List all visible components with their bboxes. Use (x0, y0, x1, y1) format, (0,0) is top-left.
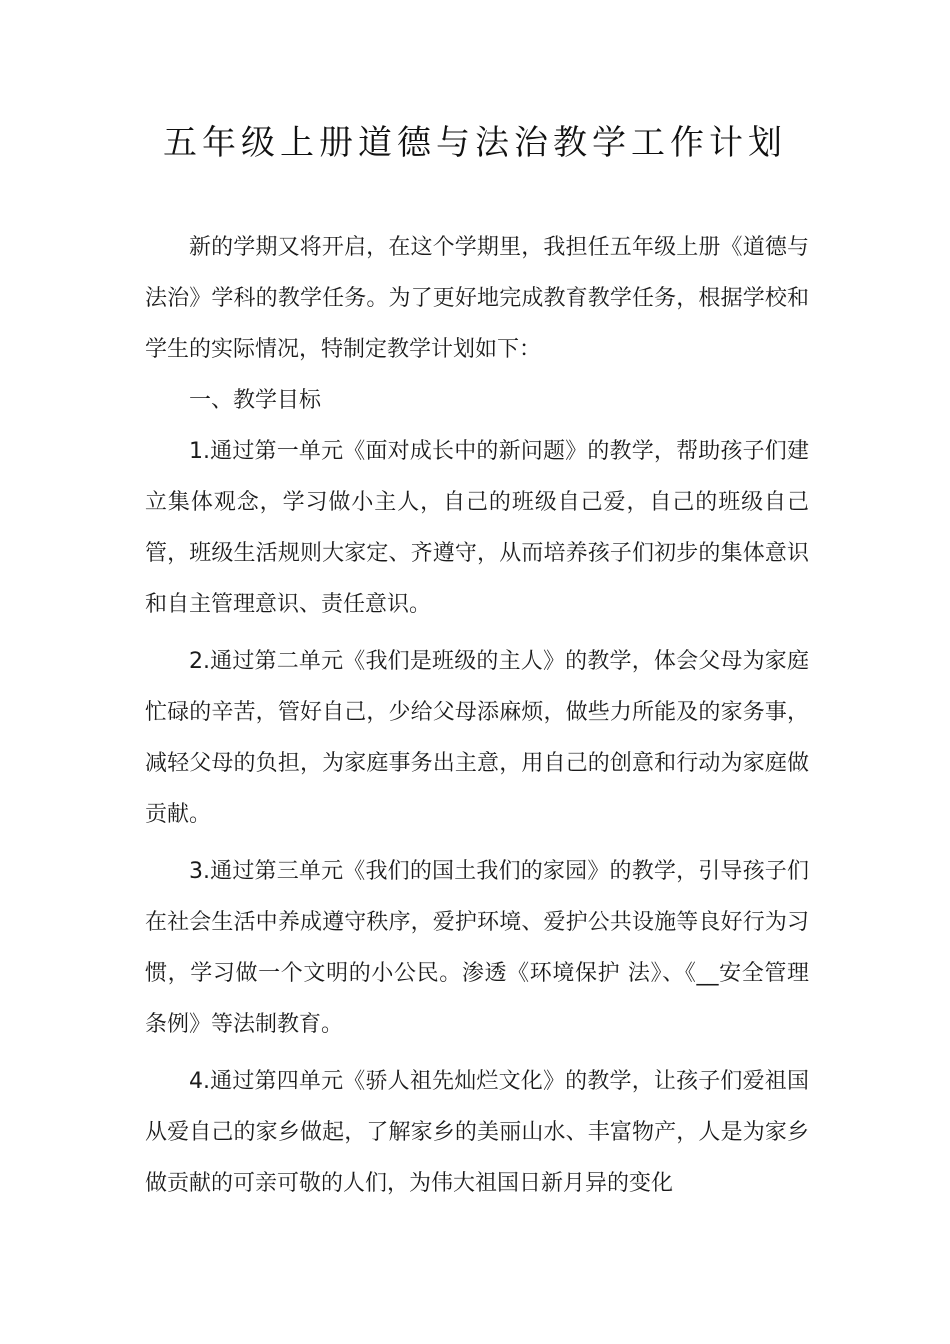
document-title: 五年级上册道德与法治教学工作计划 (163, 123, 787, 163)
goal-paragraph-1: 1.通过第一单元《面对成长中的新问题》的教学，帮助孩子们建立集体观念，学习做小主人，自己的班级自己爱，自己的班级自己管，班级生活规则大家定、齐遵守，从而培养孩子们初步的集体意识和自主管理意识、责任意识。 (145, 439, 809, 617)
intro-paragraph: 新的学期又将开启，在这个学期里，我担任五年级上册《道德与法治》学科的教学任务。为了更好地完成教育教学任务，根据学校和学生的实际情况，特制定教学计划如下： (145, 235, 809, 362)
document-body (145, 222, 809, 1209)
goal-paragraph-4: 4.通过第四单元《骄人祖先灿烂文化》的教学，让孩子们爱祖国从爱自己的家乡做起，了解家乡的美丽山水、丰富物产，人是为家乡做贡献的可亲可敬的人们，为伟大祖国日新月异的变化 (145, 1069, 809, 1196)
goal-paragraph-2: 2.通过第二单元《我们是班级的主人》的教学，体会父母为家庭忙碌的辛苦，管好自己，少给父母添麻烦，做些力所能及的家务事，减轻父母的负担，为家庭事务出主意，用自己的创意和行动为家庭做贡献。 (145, 649, 809, 827)
section-heading-goals: 一、教学目标 (189, 388, 322, 413)
goal-paragraph-3: 3.通过第三单元《我们的国土我们的家园》的教学，引导孩子们在社会生活中养成遵守秩序，爱护环境、爱护公共设施等良好行为习惯，学习做一个文明的小公民。渗透《环境保护 法》、《__安全管理条例》等法制教育。 (145, 859, 809, 1037)
